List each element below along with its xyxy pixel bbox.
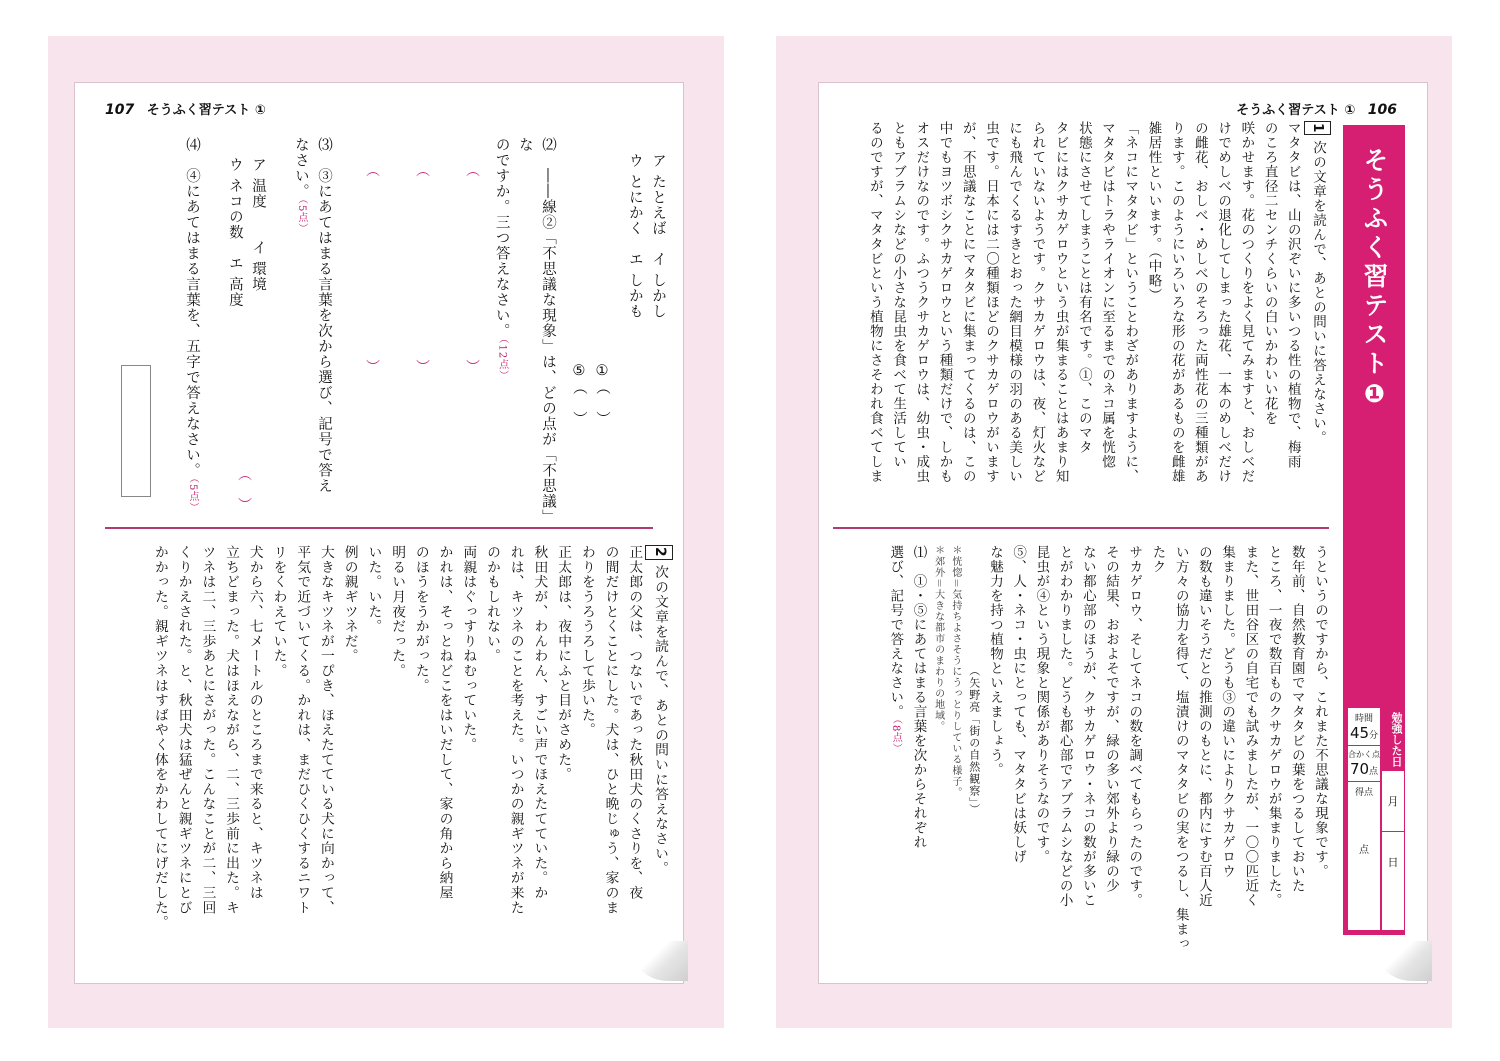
- section1-upper-text: [863, 121, 1331, 521]
- passage-line: ところ、一夜で数百ものクサカゲロウが集まりました。: [1265, 545, 1282, 908]
- passage-line: 例の親ギツネだ。: [341, 545, 358, 664]
- score-unit: 点: [1359, 845, 1369, 856]
- pass-value: 70点: [1349, 760, 1379, 778]
- passage-line: 平気で近づいてくる。かれは、まだひくひくするニワト: [294, 545, 311, 915]
- passage-line: が、不思議なことにマタタビに集まってくるのは、この: [959, 121, 976, 484]
- left-page-header: [105, 99, 266, 118]
- passage-line: にも飛んでくるすきとおった網目模様の羽のある美しい: [1006, 121, 1023, 484]
- passage-line: 犬から六、七メートルのところまで来ると、キツネは: [246, 545, 263, 901]
- passage-line: ない都心部のほうが、クサカゲロウ・ネコの数が多いこ: [1079, 545, 1096, 908]
- passage-line: のかもしれない。: [483, 545, 500, 664]
- left-page-spread: [48, 36, 724, 1028]
- passage-line: サカゲロウ、そしてネコの数を調べてもらったのです。: [1126, 545, 1143, 908]
- passage-line: 数年前、自然教育園でマタタビの葉をつるしておいた: [1288, 545, 1305, 893]
- passage-line: くりかえされた。と、秋田犬は猛ぜんと親ギツネにとび: [175, 545, 192, 915]
- q3-line-1: ⑶ ③にあてはまる言葉を次から選び、記号で答え: [316, 137, 332, 494]
- section-divider-right: [833, 527, 1329, 529]
- passage-line: 正太郎の父は、つないであった秋田犬のくさりを、夜: [626, 545, 643, 901]
- passage-line: 昆虫が④という現象と関係がありそうなのです。: [1033, 545, 1050, 864]
- time-label: 時間: [1354, 714, 1373, 724]
- passage-line: また、世田谷区の自宅でも試みましたが、一〇〇匹近く: [1242, 545, 1259, 908]
- passage-line: 明るい月夜だった。: [389, 545, 406, 679]
- passage-line: マタタビはトラやライオンに至るまでのネコ属を恍惚: [1099, 121, 1116, 469]
- q3-choices: [223, 157, 269, 457]
- passage-line: 集まりました。どうも③の違いによりクサカゲロウ: [1219, 545, 1236, 879]
- passage-line: のころ直径二センチくらいの白いかわいい花を: [1261, 121, 1278, 426]
- time-cell: [1348, 708, 1380, 746]
- left-page-number: 107: [105, 102, 135, 118]
- q4-prompt: [180, 137, 203, 547]
- passage-line: リをくわえていた。: [270, 545, 287, 679]
- footnote: ＊郊外＝大きな都市のまわりの地域。: [932, 545, 944, 732]
- source-citation: （矢野亮「街の自然観察」）: [967, 665, 981, 816]
- section-divider-left: [105, 527, 653, 529]
- q3-points: （5点）: [295, 199, 307, 235]
- choice-line-2: ウ とにかく エ しかも: [626, 153, 643, 320]
- day-cell[interactable]: 日: [1387, 856, 1399, 869]
- q4-line: ⑷ ④にあてはまる言葉を、五字で答えなさい。（5点）: [184, 137, 200, 514]
- q2-points: （12点）: [496, 338, 508, 382]
- q1-points: （8点）: [890, 719, 902, 755]
- right-header-title: そうふく習テスト ①: [1236, 103, 1356, 118]
- study-date-box: [1381, 707, 1405, 931]
- left-header-title: そうふく習テスト ①: [146, 103, 266, 118]
- section1-number: 1: [1304, 121, 1331, 135]
- passage-line: かかった。親ギツネはすばやく体をかわしてにげだした。: [151, 545, 168, 930]
- q3-line-2: なさい。（5点）: [292, 137, 309, 235]
- q2-line-1: ⑵ ――線②「不思議な現象」は、どの点が「不思議」な: [516, 137, 556, 525]
- q3-choice-line-2: ウ ネコの数 エ 高度: [226, 157, 243, 308]
- passage-line: 秋田犬が、わんわん、すごい声でほえたてていた。か: [531, 545, 548, 901]
- score-info-box: [1347, 707, 1381, 931]
- passage-line: 両親はぐっすりねむっていた。: [460, 545, 477, 753]
- answer-slot-1[interactable]: ①（ ）: [594, 363, 610, 427]
- passage-line: 大きなキツネが一ぴき、ほえたてている犬に向かって、: [317, 545, 334, 915]
- passage-line: 正太郎は、夜中にふと目がさめた。: [555, 545, 572, 782]
- passage-line: の雌花、おしべ・めしべのそろった両性花の三種類があ: [1191, 121, 1208, 484]
- passage-line: 状態にさせてしまうことは有名です。①、このマタ: [1075, 121, 1092, 455]
- passage-line: ともアブラムシなどの小さな昆虫を食べて生活してい: [890, 121, 907, 469]
- q2-answer-1[interactable]: （ ）: [464, 163, 480, 373]
- passage-line: の間だけとくことにした。犬は、ひと晩じゅう、家のま: [602, 545, 619, 915]
- section2-instruction: 2 次の文章を読んで、あとの問いに答えなさい。: [645, 545, 673, 965]
- passage-line: 咲かせます。花のつくりをよく見てみますと、おしべだ: [1238, 121, 1255, 484]
- passage-line: い方々の協力を得て、塩漬けのマタタビの実をつるし、集まったク: [1149, 545, 1189, 951]
- month-cell[interactable]: 月: [1382, 771, 1404, 832]
- passage-line: 「ネコにマタタビ」ということわざがありますように、: [1122, 121, 1139, 484]
- answer-slot-5[interactable]: ⑤（ ）: [570, 363, 587, 427]
- section1-lower-text: [883, 545, 1331, 965]
- q4-answer-box[interactable]: [121, 365, 151, 497]
- passage-line: 虫です。日本には二〇種類ほどのクサカゲロウがいます: [982, 121, 999, 484]
- q2-line-2: のですか。三つ答えなさい。（12点）: [493, 137, 510, 382]
- score-cell[interactable]: [1348, 782, 1380, 858]
- passage-line: 立ちどまった。犬はほえながら、二、三歩前に出た。キ: [223, 545, 240, 915]
- passage-line: るのですが、マタタビという植物にさそわれ食べてしま: [866, 121, 883, 484]
- q4-points: （5点）: [187, 478, 198, 514]
- passage-line: マタタビは、山の沢ぞいに多いつる性の植物で、梅雨: [1284, 121, 1301, 469]
- pass-cell: [1348, 746, 1380, 782]
- q1-answer-slots: [567, 363, 613, 513]
- left-page: [74, 82, 684, 984]
- passage-line: とがわかりました。どうも都心部でアブラムシなどの小: [1056, 545, 1073, 908]
- footnote: ＊恍惚＝気持ちよさそうにうっとりしている様子。: [949, 545, 961, 798]
- passage-line: オスだけなのです。ふつうクサカゲロウは、幼虫・成虫: [913, 121, 930, 484]
- passage-line: 中でもヨツボシクサカゲロウという種類だけで、しかも: [936, 121, 953, 484]
- passage-line: られていないようです。クサカゲロウは、夜、灯火など: [1029, 121, 1046, 484]
- passage-line: わりをうろうろして歩いた。: [578, 545, 595, 738]
- study-day-label: 勉強した日: [1382, 708, 1404, 771]
- q2-prompt: [489, 137, 559, 527]
- score-label: 得点: [1354, 788, 1373, 798]
- right-page-number: 106: [1367, 102, 1397, 118]
- test-title: そうふく習テスト❶: [1360, 147, 1389, 412]
- passage-line: 雑居性といいます。（中略）: [1145, 121, 1162, 303]
- q2-answer-3[interactable]: （ ）: [364, 163, 380, 373]
- passage-line: ⑤、人・ネコ・虫にとっても、マタタビは妖しげ: [1010, 545, 1027, 864]
- right-page-spread: [776, 36, 1452, 1028]
- passage-line: のほうをうかがった。: [412, 545, 429, 693]
- passage-line: れは、キツネのことを考えた。いつかの親ギツネが来た: [507, 545, 524, 915]
- right-page-header: [1236, 99, 1397, 118]
- passage-line: かれは、そっとねどこをはいだして、家の角から納屋: [436, 545, 453, 901]
- passage-line: その結果、おおよそですが、緑の多い郊外より緑の少: [1103, 545, 1120, 893]
- pass-label: 合かく点: [1348, 750, 1380, 759]
- passage-line: いた。いた。: [365, 545, 382, 634]
- q3-choice-line-1: ア 温度 イ 環境: [250, 157, 266, 293]
- section2-number: 2: [645, 545, 673, 560]
- passage-line: ります。このようにいろいろな形の花があるものを雌雄: [1168, 121, 1185, 484]
- q2-answer-2[interactable]: （ ）: [414, 163, 430, 373]
- passage-line: タビにはクサカゲロウという虫が集まることはあまり知: [1052, 121, 1069, 484]
- section1-instruction: 1 次の文章を読んで、あとの問いに答えなさい。: [1304, 121, 1331, 521]
- passage-line: な魅力を持つ植物といえましょう。: [986, 545, 1003, 777]
- passage-line: の数も違いそうだとの推測のもとに、都内にすむ百人近: [1195, 545, 1212, 908]
- passage-line: うというのですから、これまた不思議な現象です。: [1312, 545, 1328, 879]
- q1-line-1: ⑴ ①・⑤にあてはまる言葉を次からそれぞれ: [910, 545, 927, 850]
- q3-prompt: [289, 137, 335, 527]
- q1-choices: [623, 153, 669, 513]
- section2-text: [147, 545, 673, 965]
- choice-line-1: ア たとえば イ しかし: [650, 153, 666, 320]
- passage-line: ツネは二、三歩あとにさがった。こんなことが二、三回: [199, 545, 216, 915]
- right-page: [818, 82, 1428, 984]
- q3-answer-bracket[interactable]: （ ）: [236, 467, 252, 512]
- passage-line: けでめしべの退化してしまった雄花、一本のめしべだけ: [1215, 121, 1232, 484]
- time-value: 45分: [1349, 724, 1379, 742]
- q1-line-2: 選び、記号で答えなさい。（8点）: [887, 545, 904, 755]
